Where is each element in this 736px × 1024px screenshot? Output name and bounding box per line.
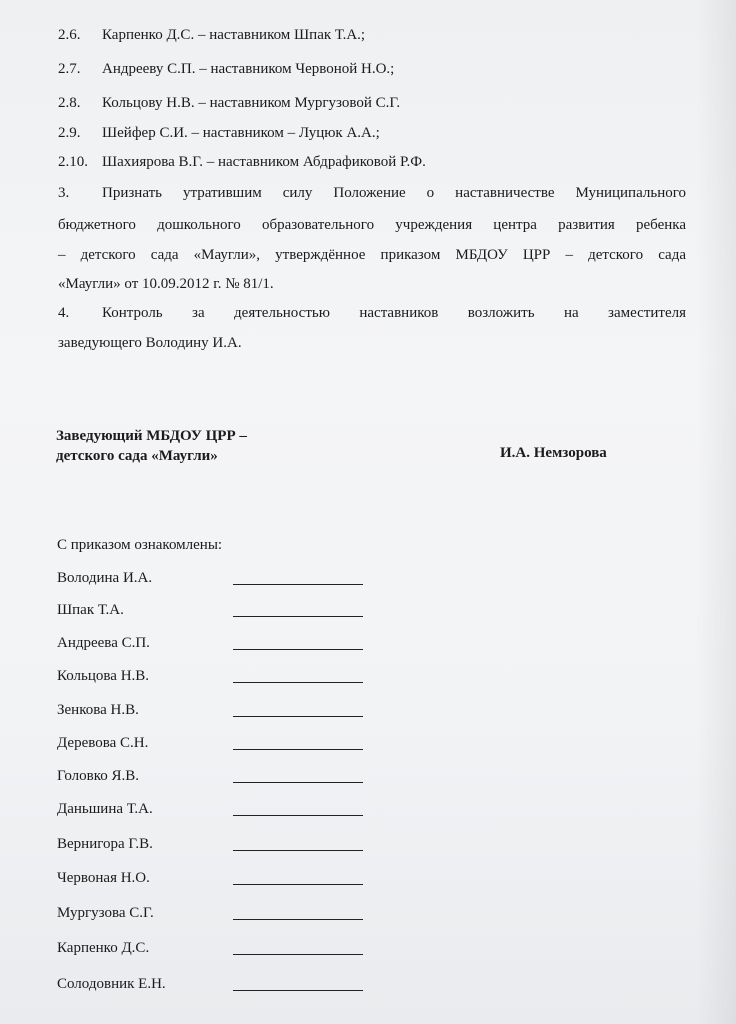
employee-name: Зенкова Н.В. bbox=[57, 702, 139, 718]
acknowledged-title: С приказом ознакомлены: bbox=[57, 537, 223, 553]
employee-name: Шпак Т.А. bbox=[57, 602, 124, 618]
point-3-line-2: бюджетного дошкольного образовательного учреждения центра развития ребенка bbox=[58, 217, 686, 233]
employee-name: Червоная Н.О. bbox=[57, 870, 150, 886]
signature-line bbox=[233, 616, 363, 617]
point-4-number: 4. bbox=[58, 305, 70, 321]
acknowledged-row bbox=[57, 938, 397, 960]
item-number: 2.6. bbox=[58, 27, 81, 43]
signature-line bbox=[233, 782, 363, 783]
item-text: Кольцову Н.В. – наставником Мургузовой С.Г. bbox=[102, 95, 401, 111]
acknowledged-row bbox=[57, 834, 397, 856]
employee-name: Кольцова Н.В. bbox=[57, 668, 150, 684]
acknowledged-row bbox=[57, 666, 397, 688]
signature-line bbox=[233, 954, 363, 955]
signature-line bbox=[233, 884, 363, 885]
signature-line bbox=[233, 990, 363, 991]
list-item bbox=[58, 94, 400, 112]
point-3-line-3: – детского сада «Маугли», утверждённое приказом МБДОУ ЦРР – детского сада bbox=[58, 247, 686, 263]
acknowledged-row bbox=[57, 600, 397, 622]
point-3-number: 3. bbox=[58, 185, 70, 201]
employee-name: Карпенко Д.С. bbox=[57, 940, 150, 956]
employee-name: Володина И.А. bbox=[57, 570, 153, 586]
employee-name: Андреева С.П. bbox=[57, 635, 150, 651]
signature-line bbox=[233, 749, 363, 750]
employee-name: Головко Я.В. bbox=[57, 768, 140, 784]
item-text: Шахиярова В.Г. – наставником Абдрафиковой Р.Ф. bbox=[102, 154, 426, 170]
point-4-text: Контроль за деятельностью наставников возложить на заместителя bbox=[102, 305, 686, 321]
acknowledged-row bbox=[57, 733, 397, 755]
point-4-line-2: заведующего Володину И.А. bbox=[58, 335, 242, 351]
item-number: 2.8. bbox=[58, 95, 81, 111]
signatory-position bbox=[56, 426, 247, 466]
acknowledged-row bbox=[57, 868, 397, 890]
signature-line bbox=[233, 584, 363, 585]
acknowledged-row bbox=[57, 799, 397, 821]
acknowledged-row bbox=[57, 974, 397, 996]
point-3-text: Признать утратившим силу Положение о наставничестве Муниципального bbox=[102, 185, 686, 201]
signature-line bbox=[233, 850, 363, 851]
employee-name: Деревова С.Н. bbox=[57, 735, 149, 751]
employee-name: Солодовник Е.Н. bbox=[57, 976, 166, 992]
employee-name: Даньшина Т.А. bbox=[57, 801, 153, 817]
item-number: 2.9. bbox=[58, 125, 81, 141]
list-item bbox=[58, 60, 394, 78]
acknowledged-row bbox=[57, 766, 397, 788]
employee-name: Мургузова С.Г. bbox=[57, 905, 154, 921]
item-text: Андрееву С.П. – наставником Червоной Н.О.; bbox=[102, 61, 395, 77]
acknowledged-row bbox=[57, 903, 397, 925]
employee-name: Вернигора Г.В. bbox=[57, 836, 153, 852]
signature-line bbox=[233, 716, 363, 717]
item-text: Карпенко Д.С. – наставником Шпак Т.А.; bbox=[102, 27, 366, 43]
signature-line bbox=[233, 649, 363, 650]
signature-line bbox=[233, 815, 363, 816]
point-4-line-1 bbox=[58, 304, 686, 322]
acknowledged-row bbox=[57, 568, 397, 590]
page-shadow bbox=[696, 0, 736, 1024]
list-item bbox=[58, 153, 426, 171]
position-line-2: детского сада «Маугли» bbox=[56, 448, 218, 464]
acknowledged-row bbox=[57, 700, 397, 722]
item-text: Шейфер С.И. – наставником – Луцюк А.А.; bbox=[102, 125, 380, 141]
signatory-name: И.А. Немзорова bbox=[500, 445, 607, 461]
point-3-line-1 bbox=[58, 184, 686, 202]
point-3-line-4: «Маугли» от 10.09.2012 г. № 81/1. bbox=[58, 276, 274, 292]
list-item bbox=[58, 124, 380, 142]
item-number: 2.10. bbox=[58, 154, 88, 170]
list-item bbox=[58, 26, 365, 44]
position-line-1: Заведующий МБДОУ ЦРР – bbox=[56, 428, 247, 444]
acknowledged-row bbox=[57, 633, 397, 655]
signature-line bbox=[233, 919, 363, 920]
item-number: 2.7. bbox=[58, 61, 81, 77]
signature-line bbox=[233, 682, 363, 683]
